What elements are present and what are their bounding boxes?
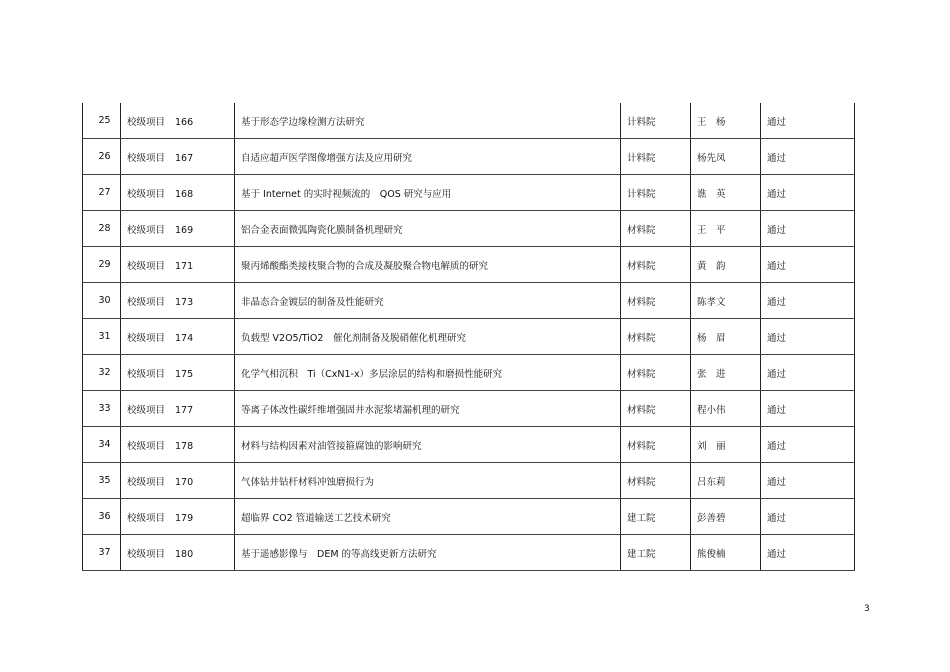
review-result: 通过 — [761, 499, 855, 535]
project-code: 173 — [175, 296, 194, 308]
project-title: 聚丙烯酸酯类接枝聚合物的合成及凝胶聚合物电解质的研究 — [235, 247, 621, 283]
review-result: 通过 — [761, 175, 855, 211]
project-title: 材料与结构因素对油管接箍腐蚀的影响研究 — [235, 427, 621, 463]
review-result: 通过 — [761, 535, 855, 571]
project-level-code — [121, 391, 235, 427]
project-level-code — [121, 535, 235, 571]
project-title: 基于 Internet 的实时视频流的 QOS 研究与应用 — [235, 175, 621, 211]
project-level: 校级项目 — [127, 404, 166, 416]
row-number: 35 — [83, 463, 121, 499]
review-result: 通过 — [761, 355, 855, 391]
department: 材料院 — [621, 247, 691, 283]
principal-investigator: 张 进 — [691, 355, 761, 391]
project-code: 169 — [175, 224, 194, 236]
review-result: 通过 — [761, 319, 855, 355]
project-table — [82, 103, 855, 571]
table-row — [83, 463, 855, 499]
table-row — [83, 103, 855, 139]
row-number: 32 — [83, 355, 121, 391]
project-code: 178 — [175, 440, 194, 452]
department: 材料院 — [621, 427, 691, 463]
review-result: 通过 — [761, 103, 855, 139]
principal-investigator: 杨 眉 — [691, 319, 761, 355]
table-row — [83, 175, 855, 211]
project-level-code — [121, 139, 235, 175]
row-number: 30 — [83, 283, 121, 319]
project-level-code — [121, 103, 235, 139]
project-level-code — [121, 211, 235, 247]
review-result: 通过 — [761, 247, 855, 283]
project-code: 175 — [175, 368, 194, 380]
project-title: 超临界 CO2 管道输送工艺技术研究 — [235, 499, 621, 535]
department: 材料院 — [621, 463, 691, 499]
row-number: 25 — [83, 103, 121, 139]
table-row — [83, 391, 855, 427]
row-number: 34 — [83, 427, 121, 463]
row-number: 37 — [83, 535, 121, 571]
department: 材料院 — [621, 319, 691, 355]
department: 计料院 — [621, 103, 691, 139]
project-level: 校级项目 — [127, 548, 166, 560]
table-row — [83, 427, 855, 463]
review-result: 通过 — [761, 427, 855, 463]
project-title: 基于遥感影像与 DEM 的等高线更新方法研究 — [235, 535, 621, 571]
department: 材料院 — [621, 355, 691, 391]
principal-investigator: 程小伟 — [691, 391, 761, 427]
principal-investigator: 杨先凤 — [691, 139, 761, 175]
project-title: 化学气相沉积 Ti（CxN1-x）多层涂层的结构和磨损性能研究 — [235, 355, 621, 391]
project-level: 校级项目 — [127, 296, 166, 308]
row-number: 27 — [83, 175, 121, 211]
project-code: 168 — [175, 188, 194, 200]
principal-investigator: 谯 英 — [691, 175, 761, 211]
project-code: 170 — [175, 476, 194, 488]
project-title: 基于形态学边缘检测方法研究 — [235, 103, 621, 139]
department: 建工院 — [621, 535, 691, 571]
project-level: 校级项目 — [127, 512, 166, 524]
project-level-code — [121, 463, 235, 499]
principal-investigator: 黄 韵 — [691, 247, 761, 283]
project-code: 174 — [175, 332, 194, 344]
project-level: 校级项目 — [127, 476, 166, 488]
project-code: 171 — [175, 260, 194, 272]
project-code: 180 — [175, 548, 194, 560]
row-number: 33 — [83, 391, 121, 427]
project-title: 负载型 V2O5/TiO2 催化剂制备及脱硝催化机理研究 — [235, 319, 621, 355]
row-number: 29 — [83, 247, 121, 283]
principal-investigator: 吕东莉 — [691, 463, 761, 499]
principal-investigator: 刘 丽 — [691, 427, 761, 463]
department: 计料院 — [621, 139, 691, 175]
department: 材料院 — [621, 211, 691, 247]
project-level: 校级项目 — [127, 224, 166, 236]
table-row — [83, 319, 855, 355]
review-result: 通过 — [761, 139, 855, 175]
project-title: 自适应超声医学图像增强方法及应用研究 — [235, 139, 621, 175]
project-title: 非晶态合金镀层的制备及性能研究 — [235, 283, 621, 319]
project-title: 等离子体改性碳纤维增强固井水泥浆堵漏机理的研究 — [235, 391, 621, 427]
row-number: 36 — [83, 499, 121, 535]
review-result: 通过 — [761, 463, 855, 499]
table-row — [83, 247, 855, 283]
department: 建工院 — [621, 499, 691, 535]
project-level-code — [121, 319, 235, 355]
principal-investigator: 陈孝文 — [691, 283, 761, 319]
department: 计料院 — [621, 175, 691, 211]
project-title: 气体钻井钻杆材料冲蚀磨损行为 — [235, 463, 621, 499]
project-level-code — [121, 175, 235, 211]
project-level-code — [121, 283, 235, 319]
project-level-code — [121, 247, 235, 283]
project-level: 校级项目 — [127, 152, 166, 164]
row-number: 31 — [83, 319, 121, 355]
project-code: 177 — [175, 404, 194, 416]
department: 材料院 — [621, 391, 691, 427]
project-title: 铝合金表面微弧陶瓷化膜制备机理研究 — [235, 211, 621, 247]
review-result: 通过 — [761, 283, 855, 319]
project-level: 校级项目 — [127, 440, 166, 452]
table-row — [83, 211, 855, 247]
project-code: 167 — [175, 152, 194, 164]
project-level-code — [121, 427, 235, 463]
project-level: 校级项目 — [127, 188, 166, 200]
review-result: 通过 — [761, 211, 855, 247]
project-code: 179 — [175, 512, 194, 524]
review-result: 通过 — [761, 391, 855, 427]
table-row — [83, 139, 855, 175]
principal-investigator: 王 平 — [691, 211, 761, 247]
project-level: 校级项目 — [127, 116, 166, 128]
project-level: 校级项目 — [127, 332, 166, 344]
project-level-code — [121, 499, 235, 535]
principal-investigator: 熊俊楠 — [691, 535, 761, 571]
table-row — [83, 535, 855, 571]
page-number: 3 — [864, 604, 870, 614]
project-code: 166 — [175, 116, 194, 128]
project-level: 校级项目 — [127, 368, 166, 380]
row-number: 26 — [83, 139, 121, 175]
row-number: 28 — [83, 211, 121, 247]
department: 材料院 — [621, 283, 691, 319]
table-row — [83, 499, 855, 535]
table-row — [83, 355, 855, 391]
project-level-code — [121, 355, 235, 391]
table-row — [83, 283, 855, 319]
principal-investigator: 彭善碧 — [691, 499, 761, 535]
project-level: 校级项目 — [127, 260, 166, 272]
principal-investigator: 王 杨 — [691, 103, 761, 139]
